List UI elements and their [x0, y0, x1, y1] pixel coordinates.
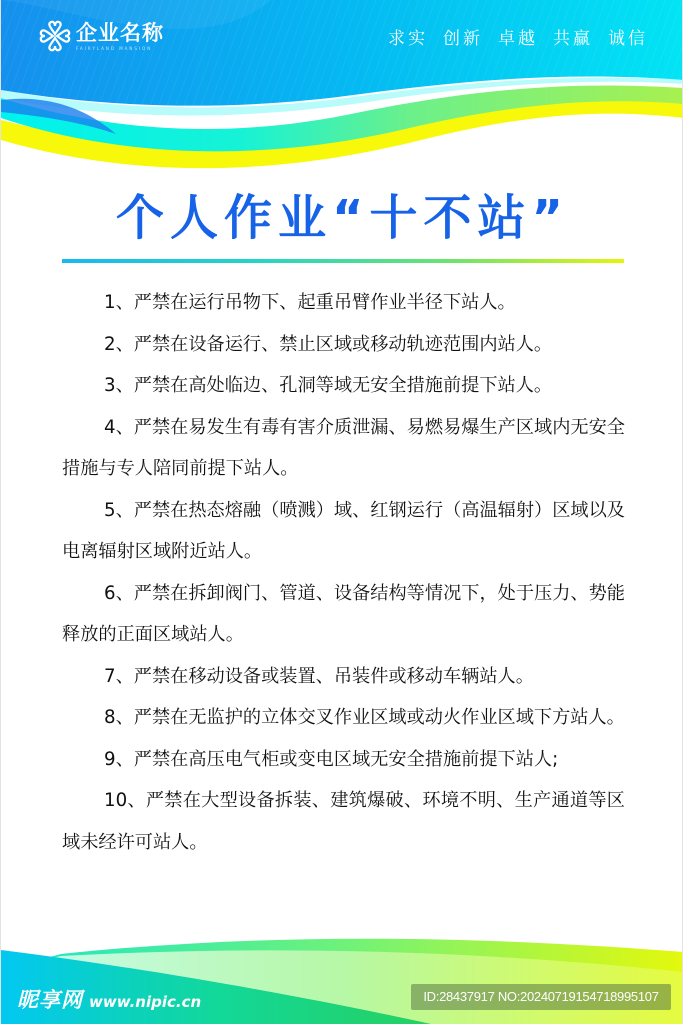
rule-item: 1、严禁在运行吊物下、起重吊臂作业半径下站人。 — [104, 292, 516, 313]
rule-item: 7、严禁在移动设备或装置、吊装件或移动车辆站人。 — [104, 665, 534, 687]
company-name: 企业名称 — [76, 20, 164, 45]
company-logo — [39, 20, 164, 52]
clover-heart-logo-icon — [39, 20, 71, 52]
site-url: www.nipic.cn — [89, 993, 202, 1011]
site-name: 昵享网 — [17, 988, 83, 1012]
rule-item: 8、严禁在无监护的立体交叉作业区域或动火作业区域下方站人。 — [104, 707, 625, 728]
rules-list — [62, 282, 625, 863]
slogan-item: 创新 — [443, 29, 483, 49]
site-watermark — [17, 984, 201, 1014]
slogan-item: 诚信 — [608, 29, 648, 49]
rule-item: 9、严禁在高压电气柜或变电区域无安全措施前提下站人; — [104, 748, 559, 770]
slogan-item: 共赢 — [553, 29, 593, 49]
slogan-bar — [388, 24, 648, 49]
poster-title: 个人作业“十不站” — [115, 190, 570, 246]
rule-item: 3、严禁在高处临边、孔洞等域无安全措施前提下站人。 — [104, 375, 553, 396]
slogan-item: 求实 — [388, 29, 428, 49]
rule-item: 4、严禁在易发生有毒有害介质泄漏、易燃易爆生产区域内无安全措施与专人陪同前提下站人。 — [62, 416, 625, 479]
rule-item: 5、严禁在热态熔融（喷溅）域、红钢运行（高温辐射）区域以及电离辐射区域附近站人。 — [62, 499, 625, 562]
rule-item: 2、严禁在设备运行、禁止区域或移动轨迹范围内站人。 — [104, 333, 553, 355]
rule-item: 10、严禁在大型设备拆装、建筑爆破、环境不明、生产通道等区域未经许可站人。 — [62, 790, 625, 853]
image-id-watermark: ID:28437917 NO:20240719154718995107 — [411, 984, 671, 1010]
rule-item: 6、严禁在拆卸阀门、管道、设备结构等情况下，处于压力、势能释放的正面区域站人。 — [62, 582, 625, 645]
slogan-item: 卓越 — [498, 29, 538, 49]
title-underline — [62, 259, 624, 263]
company-subtitle: FAIRYLAND MANSION — [76, 45, 153, 51]
